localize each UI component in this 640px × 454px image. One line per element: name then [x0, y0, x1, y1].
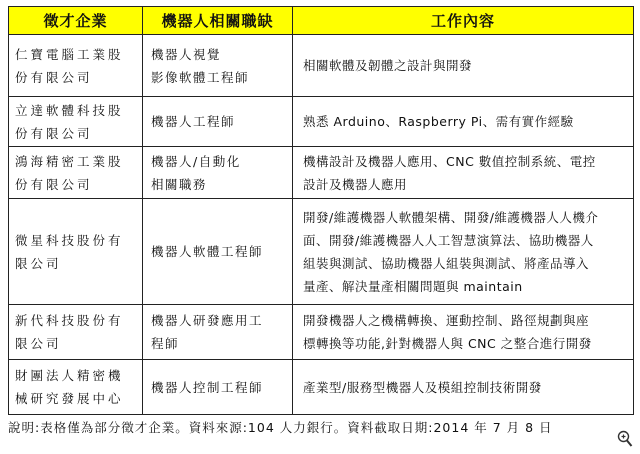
company-line: 仁寶電腦工業股 — [15, 46, 124, 62]
company-cell — [9, 360, 143, 415]
position-line: 機器人/自動化 — [151, 153, 241, 169]
company-line: 立達軟體科技股 — [15, 102, 124, 118]
table-row — [9, 199, 634, 305]
header-description: 工作內容 — [293, 7, 634, 35]
description-line: 面、開發/維護機器人人工智慧演算法、協助機器人 — [303, 232, 594, 248]
company-cell — [9, 35, 143, 97]
description-cell — [293, 35, 634, 97]
source-note: 說明:表格僅為部分徵才企業。資料來源:104 人力銀行。資料截取日期:2014 年 7 月 8 日 — [8, 420, 553, 435]
description-line: 標轉換等功能,針對機器人與 CNC 之整合進行開發 — [303, 336, 592, 351]
table-row — [9, 305, 634, 360]
position-cell — [143, 97, 293, 147]
position-cell — [143, 35, 293, 97]
table-row — [9, 35, 634, 97]
company-cell — [9, 199, 143, 305]
position-line: 機器人工程師 — [151, 114, 236, 129]
table-row — [9, 97, 634, 147]
position-cell — [143, 147, 293, 199]
description-line: 開發/維護機器人軟體架構、開發/維護機器人人機介 — [303, 209, 599, 225]
job-openings-table — [8, 6, 634, 415]
company-line: 限公司 — [15, 336, 62, 351]
position-line: 機器人軟體工程師 — [151, 244, 264, 259]
company-line: 新代科技股份有 — [15, 313, 124, 328]
position-cell — [143, 360, 293, 415]
description-cell — [293, 305, 634, 360]
description-cell — [293, 97, 634, 147]
company-cell — [9, 147, 143, 199]
description-cell — [293, 147, 634, 199]
description-line: 設計及機器人應用 — [303, 176, 408, 192]
description-line: 產業型/服務型機器人及模組控制技術開發 — [303, 379, 542, 395]
position-line: 影像軟體工程師 — [151, 69, 250, 85]
company-line: 份有限公司 — [15, 176, 93, 192]
description-line: 機構設計及機器人應用、CNC 數值控制系統、電控 — [303, 153, 596, 169]
company-line: 限公司 — [15, 255, 62, 271]
description-line: 量產、解決量產相關問題與 maintain — [303, 278, 523, 294]
position-cell — [143, 199, 293, 305]
header-company: 徵才企業 — [9, 7, 143, 35]
description-cell — [293, 199, 634, 305]
company-line: 份有限公司 — [15, 125, 93, 141]
position-line: 相關職務 — [151, 176, 208, 192]
magnifier-icon[interactable] — [617, 430, 633, 448]
description-cell — [293, 360, 634, 415]
description-line: 熟悉 Arduino、Raspberry Pi、需有實作經驗 — [303, 114, 574, 129]
table-row — [9, 147, 634, 199]
table-row — [9, 360, 634, 415]
company-line: 微星科技股份有 — [15, 232, 124, 248]
header-row — [9, 7, 634, 35]
position-line: 機器人研發應用工 — [151, 313, 264, 328]
company-line: 械研究發展中心 — [15, 391, 124, 406]
company-line: 份有限公司 — [15, 69, 93, 85]
position-line: 機器人控制工程師 — [151, 379, 264, 395]
company-cell — [9, 97, 143, 147]
company-line: 鴻海精密工業股 — [15, 153, 124, 169]
position-line: 程師 — [151, 336, 180, 351]
description-line: 組裝與測試、協助機器人組裝與測試、將產品導入 — [303, 255, 590, 271]
company-line: 財團法人精密機 — [15, 368, 124, 383]
position-cell — [143, 305, 293, 360]
company-cell — [9, 305, 143, 360]
description-line: 開發機器人之機構轉換、運動控制、路徑規劃與座 — [303, 313, 590, 328]
description-line: 相關軟體及韌體之設計與開發 — [303, 58, 473, 73]
header-position: 機器人相關職缺 — [143, 7, 293, 35]
position-line: 機器人視覺 — [151, 46, 222, 62]
